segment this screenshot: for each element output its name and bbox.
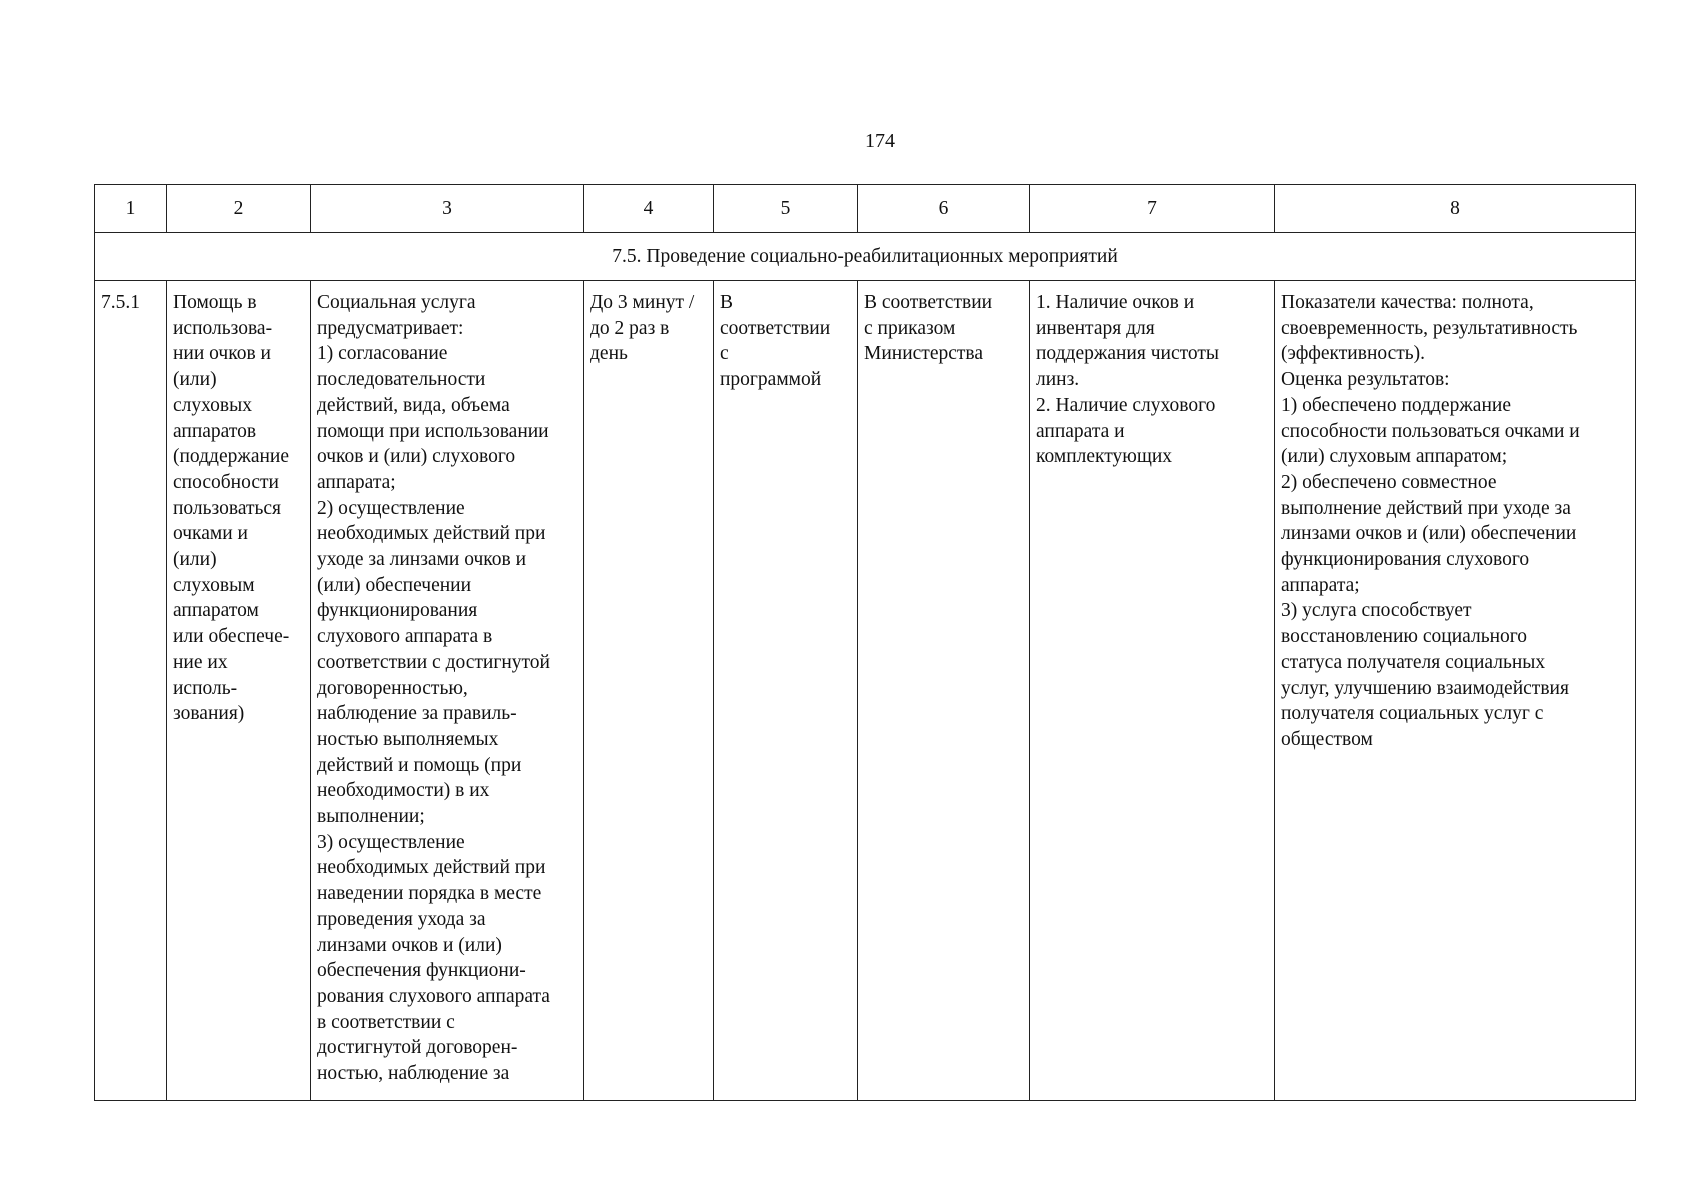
cell-text-line: в соответствии с (317, 1011, 455, 1033)
cell-text-line: день (590, 343, 628, 365)
cell-text-line: аппарата; (1281, 574, 1360, 596)
cell-text-line: 3) осуществление (317, 831, 465, 853)
cell-text-line: необходимости) в их (317, 780, 490, 802)
cell-text-line: Показатели качества: полнота, (1281, 292, 1534, 313)
cell-text-line: Оценка результатов: (1281, 369, 1450, 391)
cell-text-line: пользоваться (173, 497, 282, 519)
cell-text-line: 3) услуга способствует (1281, 600, 1472, 622)
page-number: 174 (865, 130, 895, 152)
section-row (95, 233, 1636, 281)
column-number: 6 (858, 185, 1030, 233)
cell-text-line: (или) (173, 549, 217, 571)
column-number: 8 (1275, 185, 1636, 233)
cell-text-line: 2. Наличие слухового (1036, 394, 1216, 416)
cell-text-line: аппарата; (317, 471, 396, 493)
cell-text-line: линзами очков и (или) (317, 934, 502, 956)
cell-text-line: рования слухового аппарата (317, 985, 550, 1007)
service-standard-cell (858, 281, 1030, 1101)
cell-text-line: аппаратов (173, 420, 257, 442)
cell-text-line: слухового аппарата в (317, 626, 493, 648)
cell-text-line: (поддержание (173, 446, 290, 468)
cell-text-line: соответствии с достигнутой (317, 651, 550, 673)
cell-text-line: восстановлению социального (1281, 626, 1528, 648)
cell-text-line: достигнутой договорен- (317, 1037, 518, 1059)
cell-text-line: с (720, 343, 729, 365)
cell-text-line: с приказом (864, 317, 956, 339)
table-row (95, 281, 1636, 1101)
cell-text-line: очков и (или) слухового (317, 446, 516, 468)
column-number: 2 (167, 185, 311, 233)
cell-text-line: Министерства (864, 343, 984, 365)
cell-text-line: ние их (173, 651, 228, 673)
cell-text-line: комплектующих (1036, 446, 1173, 468)
column-number: 7 (1030, 185, 1275, 233)
cell-text-line: функционирования (317, 600, 478, 622)
cell-text-line: линзами очков и (или) обеспечении (1281, 523, 1577, 545)
cell-text-line: слуховых (173, 394, 252, 416)
cell-text-line: действий, вида, объема (317, 394, 510, 416)
cell-text-line: очками и (173, 523, 248, 545)
cell-text-line: 2) осуществление (317, 497, 465, 519)
section-title: 7.5. Проведение социально-реабилитационных мероприятий (95, 233, 1636, 281)
cell-text-line: аппарата и (1036, 420, 1125, 442)
cell-text-line: наблюдение за правиль- (317, 703, 517, 725)
column-number-row (95, 185, 1636, 233)
cell-text-line: договоренностью, (317, 677, 468, 699)
column-number: 4 (584, 185, 714, 233)
cell-text-line: (эффективность). (1281, 343, 1426, 365)
cell-text-line: исполь- (173, 677, 238, 699)
cell-text-line: уходе за линзами очков и (317, 549, 527, 571)
cell-text-line: зования) (173, 703, 245, 725)
cell-text-line: Помощь в (173, 292, 257, 313)
cell-text-line: (или) обеспечении (317, 574, 472, 596)
cell-text-line: слуховым (173, 574, 255, 596)
cell-text-line: проведения ухода за (317, 908, 486, 930)
cell-text-line: выполнение действий при уходе за (1281, 497, 1571, 519)
cell-text-line: ностью выполняемых (317, 728, 499, 750)
cell-text-line: способности пользоваться очками и (1281, 420, 1580, 442)
cell-text-line: (или) слуховым аппаратом; (1281, 446, 1508, 468)
cell-text-line: линз. (1036, 369, 1080, 391)
cell-text-line: получателя социальных услуг с (1281, 703, 1544, 725)
cell-text-line: программой (720, 369, 822, 391)
column-number: 1 (95, 185, 167, 233)
cell-text-line: действий и помощь (при (317, 754, 522, 776)
cell-text-line: или обеспече- (173, 626, 290, 648)
cell-text-line: 2) обеспечено совместное (1281, 471, 1497, 493)
cell-text-line: использова- (173, 317, 273, 339)
cell-text-line: обществом (1281, 728, 1373, 750)
cell-text-line: до 2 раз в (590, 317, 670, 339)
service-conditions-cell (1030, 281, 1275, 1101)
cell-text-line: соответствии (720, 317, 831, 339)
cell-text-line: способности (173, 471, 279, 493)
column-number: 3 (311, 185, 584, 233)
cell-text-line: статуса получателя социальных (1281, 651, 1546, 673)
cell-text-line: В соответствии (864, 292, 993, 313)
cell-text-line: Социальная услуга (317, 292, 476, 313)
cell-text-line: необходимых действий при (317, 857, 546, 879)
cell-text-line: функционирования слухового (1281, 549, 1530, 571)
services-table (94, 184, 1636, 1101)
service-time-cell (584, 281, 714, 1101)
cell-text-line: выполнении; (317, 806, 425, 828)
cell-text-line: (или) (173, 369, 217, 391)
service-volume-cell (714, 281, 858, 1101)
service-code-cell: 7.5.1 (95, 281, 167, 1101)
cell-text-line: До 3 минут / (590, 292, 695, 313)
service-description-cell (311, 281, 584, 1101)
cell-text-line: своевременность, результативность (1281, 317, 1578, 339)
cell-text-line: В (720, 292, 734, 313)
cell-text-line: инвентаря для (1036, 317, 1155, 339)
cell-text-line: поддержания чистоты (1036, 343, 1219, 365)
cell-text-line: обеспечения функциони- (317, 960, 526, 982)
cell-text-line: 1) согласование (317, 343, 448, 365)
cell-text-line: помощи при использовании (317, 420, 549, 442)
column-number: 5 (714, 185, 858, 233)
cell-text-line: необходимых действий при (317, 523, 546, 545)
cell-text-line: наведении порядка в месте (317, 883, 542, 905)
service-quality-cell (1275, 281, 1636, 1101)
cell-text-line: услуг, улучшению взаимодействия (1281, 677, 1569, 699)
cell-text-line: аппаратом (173, 600, 259, 622)
cell-text-line: предусматривает: (317, 317, 464, 339)
cell-text-line: последовательности (317, 369, 486, 391)
cell-text-line: 1) обеспечено поддержание (1281, 394, 1511, 416)
cell-text-line: нии очков и (173, 343, 271, 365)
service-name-cell (167, 281, 311, 1101)
cell-text-line: 1. Наличие очков и (1036, 292, 1195, 313)
cell-text-line: ностью, наблюдение за (317, 1063, 510, 1085)
